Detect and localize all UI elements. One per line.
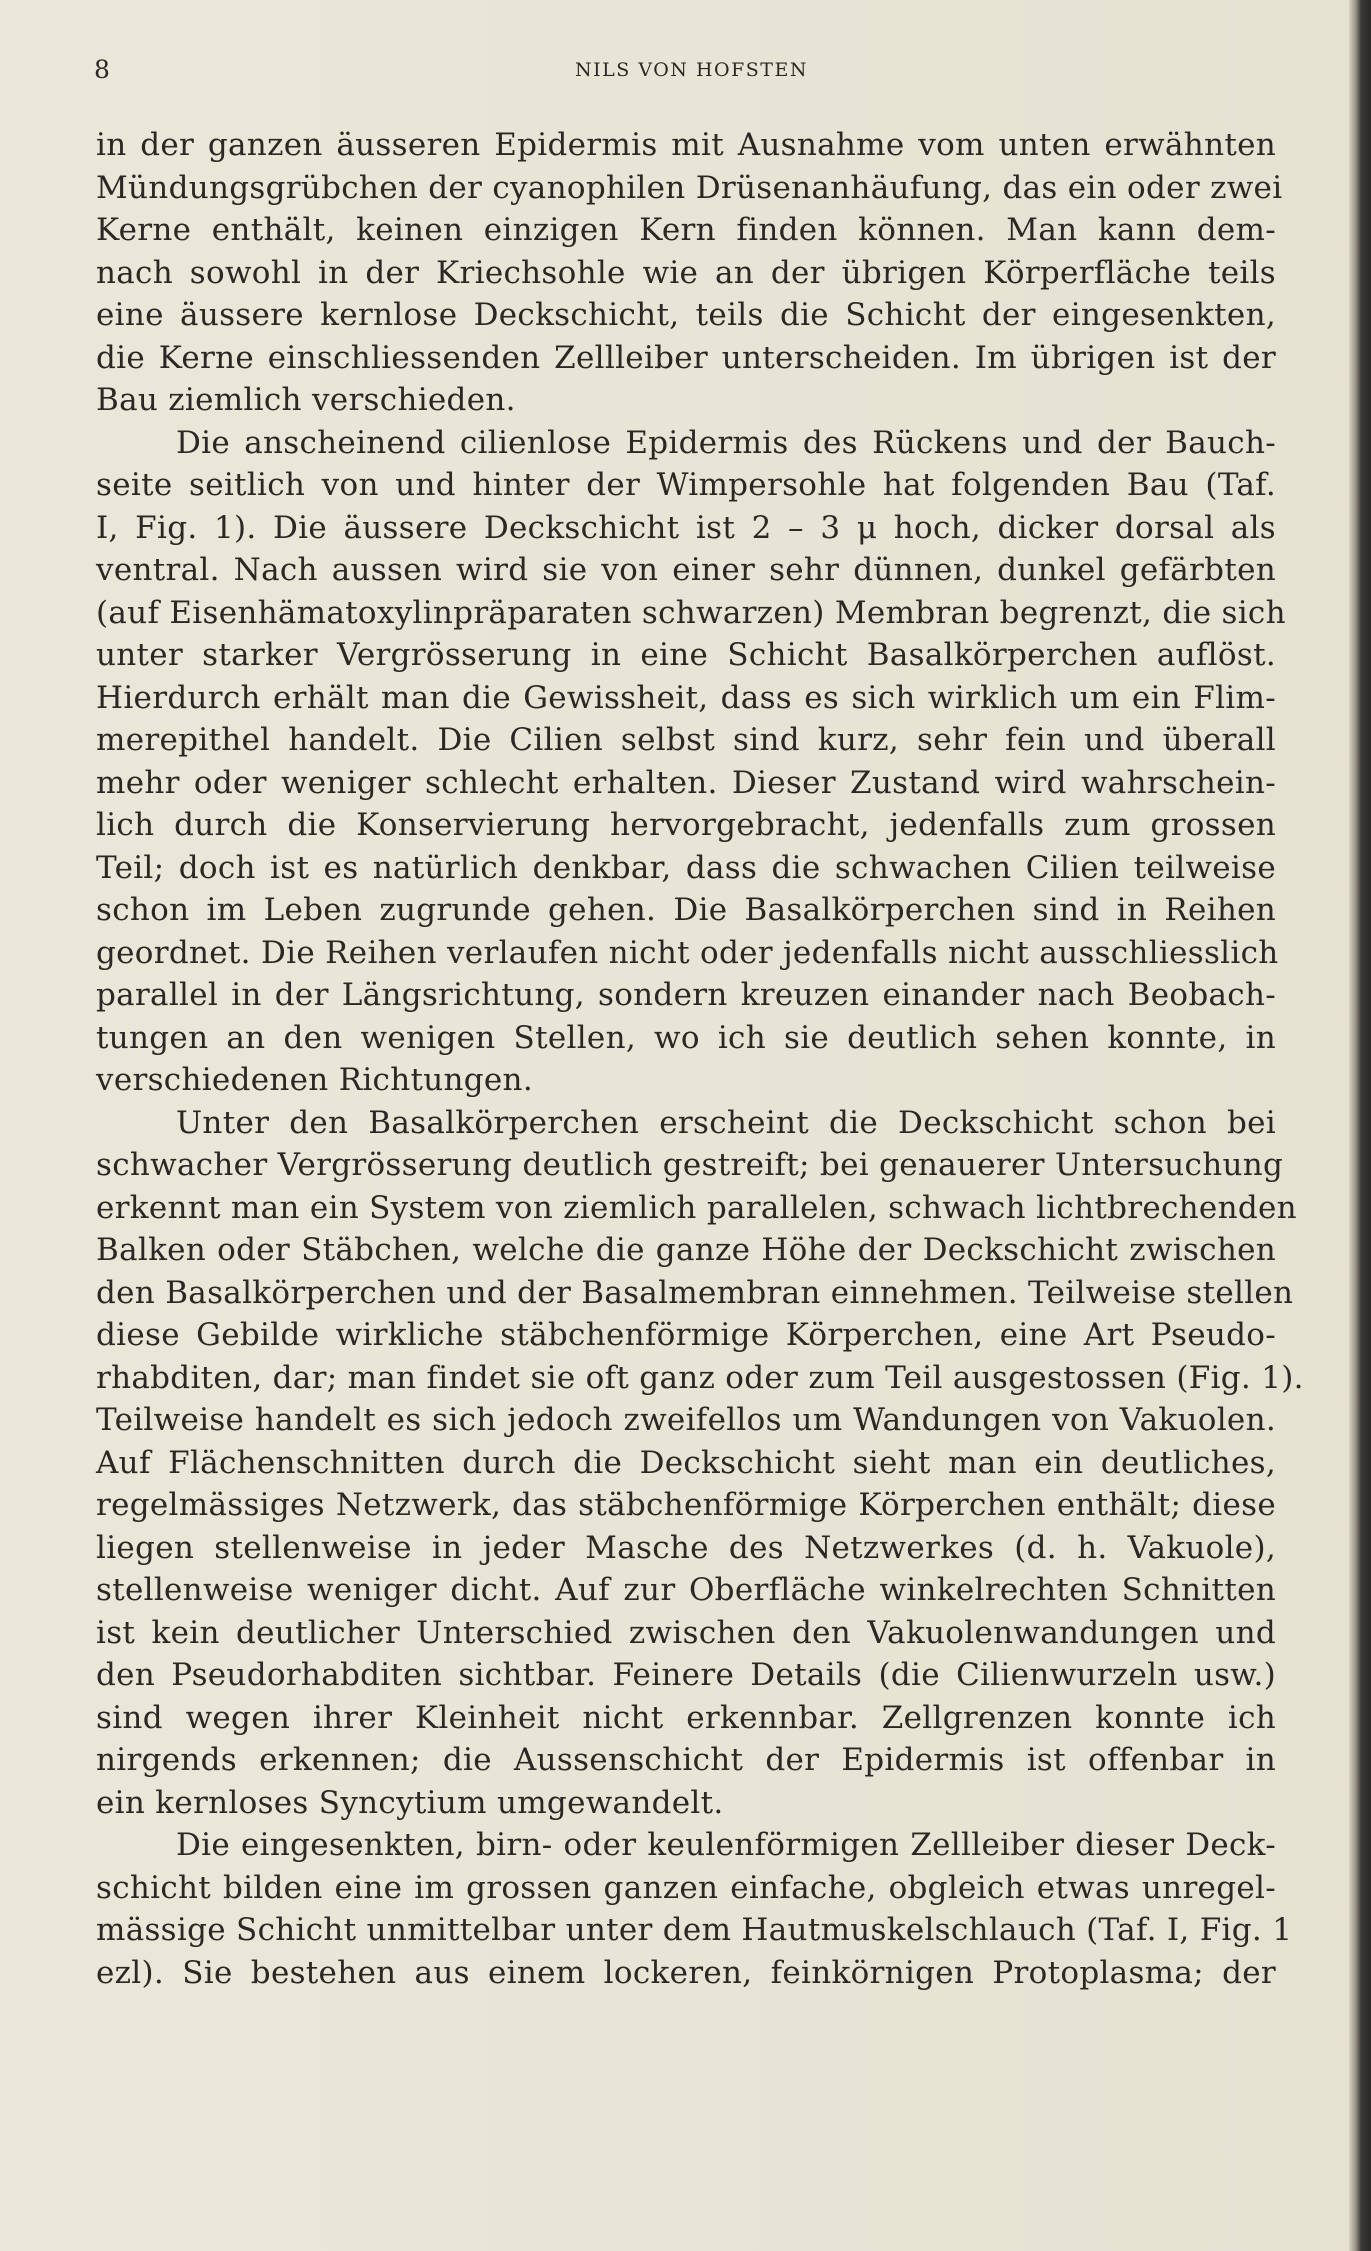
text-line: seite seitlich von und hinter der Wimpersohle hat folgenden Bau (Taf. — [96, 467, 1276, 503]
text-line: (auf Eisenhämatoxylinpräparaten schwarzen) Membran begrenzt, die sich — [96, 594, 1286, 631]
text-line: schon im Leben zugrunde gehen. Die Basalkörperchen sind in Reihen — [96, 892, 1276, 928]
text-line: Kerne enthält, keinen einzigen Kern finden können. Man kann dem- — [96, 212, 1276, 248]
text-line: lich durch die Konservierung hervorgebracht, jedenfalls zum grossen — [96, 807, 1276, 843]
text-line: erkennt man ein System von ziemlich parallelen, schwach lichtbrechenden — [96, 1189, 1297, 1226]
text-line: Balken oder Stäbchen, welche die ganze Höhe der Deckschicht zwischen — [96, 1232, 1276, 1268]
text-line: ezl). Sie bestehen aus einem lockeren, feinkörnigen Protoplasma; der — [96, 1954, 1276, 1991]
text-line: tungen an den wenigen Stellen, wo ich sie deutlich sehen konnte, in — [96, 1019, 1276, 1056]
text-line: Die eingesenkten, birn- oder keulenförmigen Zellleiber dieser Deck- — [176, 1827, 1276, 1863]
body-text — [96, 124, 1304, 1994]
text-line: Mündungsgrübchen der cyanophilen Drüsenanhäufung, das ein oder zwei — [96, 169, 1283, 206]
text-line: Hierdurch erhält man die Gewissheit, dass es sich wirklich um ein Flim- — [96, 679, 1276, 716]
page-binding-edge — [1349, 0, 1371, 2251]
text-line: rhabditen, dar; man findet sie oft ganz oder zum Teil ausgestossen (Fig. 1). — [96, 1359, 1304, 1396]
text-line: geordnet. Die Reihen verlaufen nicht oder jedenfalls nicht ausschliesslich — [96, 934, 1279, 971]
text-line: nach sowohl in der Kriechsohle wie an der übrigen Körperfläche teils — [96, 254, 1276, 291]
text-line: merepithel handelt. Die Cilien selbst sind kurz, sehr fein und überall — [96, 722, 1276, 758]
text-line: mehr oder weniger schlecht erhalten. Dieser Zustand wird wahrschein- — [96, 764, 1276, 801]
text-line: in der ganzen äusseren Epidermis mit Ausnahme vom unten erwähnten — [96, 127, 1276, 163]
text-line: ist kein deutlicher Unterschied zwischen den Vakuolenwandungen und — [96, 1614, 1276, 1651]
text-line: ventral. Nach aussen wird sie von einer sehr dünnen, dunkel gefärbten — [96, 552, 1276, 588]
text-line: nirgends erkennen; die Aussenschicht der Epidermis ist offenbar in — [96, 1742, 1276, 1778]
text-line: schwacher Vergrösserung deutlich gestreift; bei genauerer Untersuchung — [96, 1147, 1284, 1183]
text-line: diese Gebilde wirkliche stäbchenförmige Körperchen, eine Art Pseudo- — [96, 1317, 1276, 1353]
text-line: mässige Schicht unmittelbar unter dem Hautmuskelschlauch (Taf. I, Fig. 1 — [96, 1912, 1293, 1948]
text-line: stellenweise weniger dicht. Auf zur Oberfläche winkelrechten Schnitten — [96, 1572, 1276, 1608]
text-line: ein kernloses Syncytium umgewandelt. — [96, 1784, 724, 1821]
page-number: 8 — [94, 55, 111, 84]
running-head: NILS VON HOFSTEN — [575, 59, 808, 81]
text-line: unter starker Vergrösserung in eine Schicht Basalkörperchen auflöst. — [96, 637, 1276, 673]
text-line: parallel in der Längsrichtung, sondern kreuzen einander nach Beobach- — [96, 977, 1276, 1013]
text-line: Auf Flächenschnitten durch die Deckschicht sieht man ein deutliches, — [96, 1444, 1276, 1481]
text-line: Bau ziemlich verschieden. — [96, 382, 516, 418]
text-line: liegen stellenweise in jeder Masche des Netzwerkes (d. h. Vakuole), — [96, 1529, 1276, 1566]
text-line: Teil; doch ist es natürlich denkbar, dass die schwachen Cilien teilweise — [96, 849, 1276, 886]
text-line: den Basalkörperchen und der Basalmembran einnehmen. Teilweise stellen — [96, 1274, 1294, 1311]
text-line: sind wegen ihrer Kleinheit nicht erkennbar. Zellgrenzen konnte ich — [96, 1699, 1276, 1736]
text-line: die Kerne einschliessenden Zellleiber unterscheiden. Im übrigen ist der — [96, 339, 1276, 376]
text-line: eine äussere kernlose Deckschicht, teils die Schicht der eingesenkten, — [96, 297, 1276, 333]
text-line: Teilweise handelt es sich jedoch zweifellos um Wandungen von Vakuolen. — [96, 1402, 1276, 1438]
text-line: schicht bilden eine im grossen ganzen einfache, obgleich etwas unregel- — [96, 1869, 1276, 1906]
text-line: regelmässiges Netzwerk, das stäbchenförmige Körperchen enthält; diese — [96, 1487, 1276, 1523]
text-line: verschiedenen Richtungen. — [96, 1062, 533, 1098]
page-header — [94, 55, 1289, 95]
text-line: I, Fig. 1). Die äussere Deckschicht ist 2 – 3 μ hoch, dicker dorsal als — [96, 509, 1276, 546]
text-line: den Pseudorhabditen sichtbar. Feinere Details (die Cilienwurzeln usw.) — [96, 1657, 1276, 1693]
text-line: Die anscheinend cilienlose Epidermis des Rückens und der Bauch- — [176, 424, 1276, 461]
text-line: Unter den Basalkörperchen erscheint die Deckschicht schon bei — [176, 1104, 1276, 1141]
